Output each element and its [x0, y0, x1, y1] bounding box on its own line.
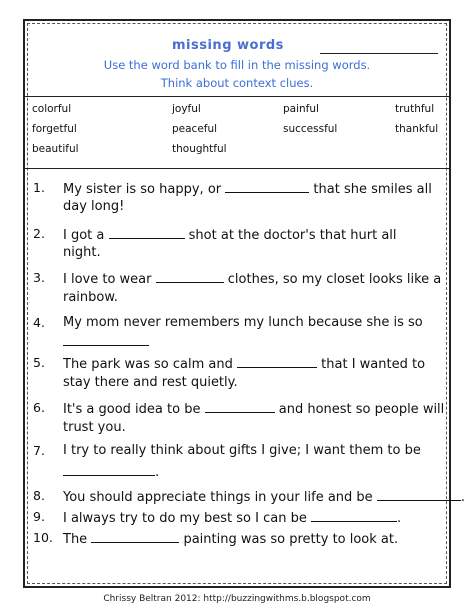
- question-text-part: The: [63, 532, 88, 547]
- question-text-part: My sister is so happy, or: [63, 182, 222, 197]
- question-text-part: and honest so people will: [278, 402, 445, 417]
- question-number: 9.: [33, 509, 45, 524]
- word-bank-word: forgetful: [32, 123, 77, 135]
- question-number: 8.: [33, 488, 45, 503]
- question-text: [63, 530, 398, 547]
- answer-blank[interactable]: [377, 488, 461, 501]
- question-text-continued: day long!: [63, 199, 125, 214]
- question-number: 2.: [33, 226, 45, 241]
- question-number: 4.: [33, 315, 45, 330]
- question-text-part: I got a: [63, 228, 105, 243]
- word-bank-word: thankful: [395, 123, 439, 135]
- question-text: [63, 509, 401, 526]
- worksheet-title: missing words: [172, 38, 284, 53]
- word-bank-word: peaceful: [172, 123, 218, 135]
- answer-blank[interactable]: [225, 180, 309, 193]
- word-bank-word: thoughtful: [172, 143, 227, 155]
- word-bank-word: truthful: [395, 103, 435, 115]
- word-bank-word: beautiful: [32, 143, 79, 155]
- question-text: [63, 488, 465, 505]
- question-text: [63, 400, 444, 417]
- question-text: I try to really think about gifts I give; I want them to be: [63, 443, 421, 458]
- question-text-part: that she smiles all: [313, 182, 432, 197]
- word-bank-word: colorful: [32, 103, 72, 115]
- question-number: 10.: [33, 530, 53, 545]
- question-text: [63, 355, 425, 372]
- question-number: 6.: [33, 400, 45, 415]
- word-bank-word: painful: [283, 103, 319, 115]
- instruction-line-1: Use the word bank to fill in the missing words.: [103, 58, 371, 72]
- answer-blank[interactable]: [237, 355, 317, 368]
- word-bank-bottom-divider: [25, 168, 449, 169]
- word-bank-word: joyful: [172, 103, 201, 115]
- question-text-continued: [63, 463, 159, 480]
- footer-credit: Chrissy Beltran 2012: http://buzzingwithms.b.blogspot.com: [103, 594, 371, 604]
- question-text-part: You should appreciate things in your life and be: [63, 490, 373, 505]
- question-number: 5.: [33, 355, 45, 370]
- question-number: 3.: [33, 270, 45, 285]
- question-text-part: .: [396, 511, 402, 526]
- answer-blank[interactable]: [156, 270, 224, 283]
- question-text-part: .: [460, 490, 465, 505]
- answer-blank[interactable]: [63, 345, 149, 346]
- question-text-part: that I wanted to: [321, 357, 426, 372]
- question-text-continued: night.: [63, 245, 101, 260]
- question-text-part: shot at the doctor's that hurt all: [188, 228, 397, 243]
- question-text-part: clothes, so my closet looks like a: [227, 272, 442, 287]
- question-text: My mom never remembers my lunch because she is so: [63, 315, 423, 330]
- question-text-part: .: [155, 465, 160, 480]
- question-text-continued: rainbow.: [63, 290, 118, 305]
- question-text: [63, 270, 441, 287]
- question-text-part: I always try to do my best so I can be: [63, 511, 307, 526]
- instruction-line-2: Think about context clues.: [160, 76, 314, 90]
- question-text: [63, 180, 432, 197]
- answer-blank[interactable]: [205, 400, 275, 413]
- name-line: [320, 53, 438, 54]
- word-bank-word: successful: [283, 123, 338, 135]
- word-bank-top-divider: [25, 96, 449, 97]
- answer-blank[interactable]: [63, 463, 155, 476]
- answer-blank[interactable]: [311, 509, 397, 522]
- question-text-continued: trust you.: [63, 420, 126, 435]
- question-number: 1.: [33, 180, 45, 195]
- question-text: [63, 226, 397, 243]
- question-text-part: painting was so pretty to look at.: [183, 532, 399, 547]
- question-number: 7.: [33, 443, 45, 458]
- question-text-part: I love to wear: [63, 272, 152, 287]
- answer-blank[interactable]: [109, 226, 185, 239]
- question-text-part: The park was so calm and: [63, 357, 233, 372]
- question-text-part: It's a good idea to be: [63, 402, 201, 417]
- answer-blank[interactable]: [91, 530, 179, 543]
- question-text-continued: stay there and rest quietly.: [63, 375, 238, 390]
